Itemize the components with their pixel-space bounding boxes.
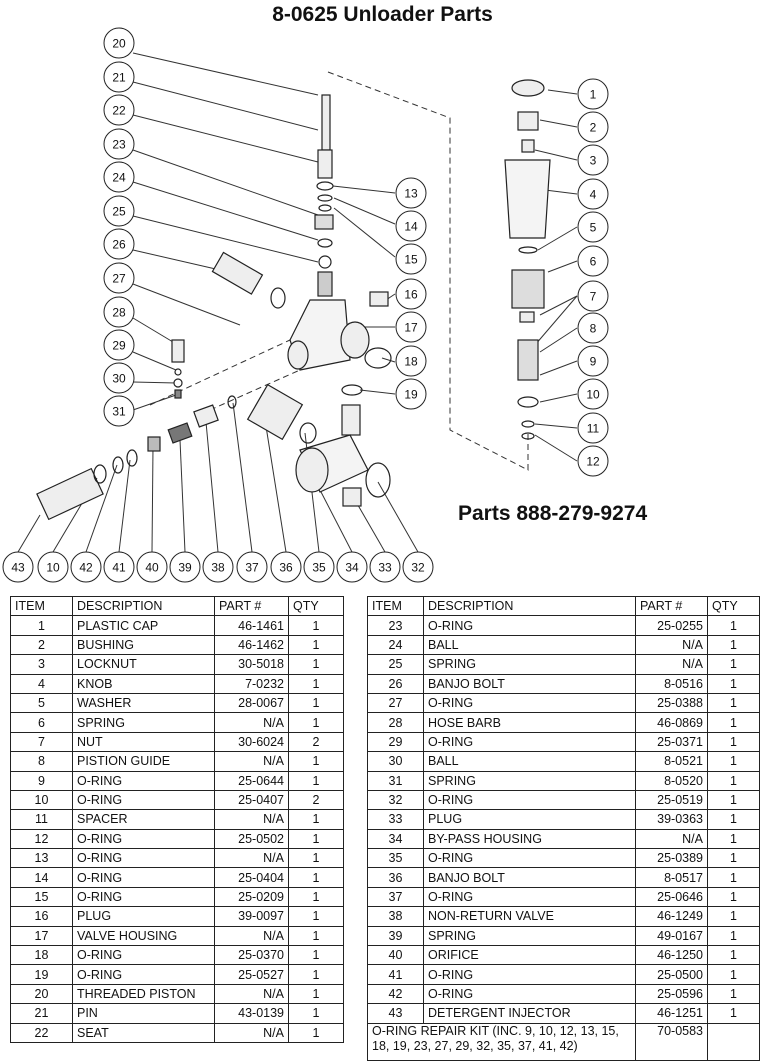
page-title: 8-0625 Unloader Parts [272,3,493,26]
callout-label: 2 [589,120,597,135]
callout-label: 36 [279,560,293,575]
callout-label: 1 [589,87,597,102]
item-cell: 42 [368,984,424,1003]
item-cell: 40 [368,946,424,965]
header-part: PART # [636,597,708,616]
table-row [368,732,760,751]
callout-label: 40 [145,560,159,575]
description-cell: PISTION GUIDE [73,752,215,771]
header-part: PART # [215,597,289,616]
qty-cell: 2 [289,790,344,809]
callout-label: 10 [46,560,60,575]
part-cell: 25-0644 [215,771,289,790]
part-cell: 49-0167 [636,926,708,945]
table-row [368,1004,760,1023]
table-row [368,984,760,1003]
repair-kit-description: O-RING REPAIR KIT (INC. 9, 10, 12, 13, 15, 18, 19, 23, 27, 29, 32, 35, 37, 41, 42) [368,1023,636,1060]
item-cell: 21 [11,1004,73,1023]
table-row [11,907,344,926]
table-row [11,752,344,771]
qty-cell: 1 [708,926,760,945]
qty-cell: 1 [289,984,344,1003]
table-row [368,674,760,693]
callout-label: 4 [589,187,597,202]
part-cell: N/A [636,655,708,674]
qty-cell: 1 [289,849,344,868]
description-cell: BALL [424,635,636,654]
part-cell: 8-0520 [636,771,708,790]
item-cell: 16 [11,907,73,926]
callout-label: 9 [589,354,597,369]
description-cell: O-RING [73,868,215,887]
description-cell: PLASTIC CAP [73,616,215,635]
callout-label: 14 [404,219,418,234]
item-cell: 34 [368,829,424,848]
description-cell: HOSE BARB [424,713,636,732]
qty-cell: 1 [289,810,344,829]
description-cell: VALVE HOUSING [73,926,215,945]
callout-label: 5 [589,220,597,235]
part-cell: 8-0521 [636,752,708,771]
part-cell: 46-1249 [636,907,708,926]
item-cell: 2 [11,635,73,654]
parts-table-right [367,596,760,1061]
callout-label: 37 [245,560,259,575]
table-row [11,635,344,654]
description-cell: SPRING [424,771,636,790]
part-cell: 25-0388 [636,693,708,712]
item-cell: 1 [11,616,73,635]
description-cell: THREADED PISTON [73,984,215,1003]
description-cell: PLUG [424,810,636,829]
table-row [368,771,760,790]
qty-cell: 1 [708,713,760,732]
item-cell: 37 [368,887,424,906]
callout-label: 41 [112,560,126,575]
description-cell: O-RING [73,887,215,906]
item-cell: 41 [368,965,424,984]
table-row [11,790,344,809]
table-row [11,829,344,848]
part-cell: N/A [636,829,708,848]
qty-cell: 1 [708,984,760,1003]
description-cell: SPRING [424,926,636,945]
table-row [11,926,344,945]
part-cell: 25-0519 [636,790,708,809]
item-cell: 30 [368,752,424,771]
part-cell: 30-6024 [215,732,289,751]
callout-label: 17 [404,320,418,335]
repair-kit-row [368,1023,760,1060]
part-cell: 30-5018 [215,655,289,674]
item-cell: 23 [368,616,424,635]
qty-cell: 1 [289,946,344,965]
description-cell: O-RING [73,849,215,868]
part-cell: 46-1250 [636,946,708,965]
description-cell: PLUG [73,907,215,926]
qty-cell: 2 [289,732,344,751]
table-row [368,790,760,809]
qty-cell: 1 [708,829,760,848]
part-cell: 39-0097 [215,907,289,926]
item-cell: 35 [368,849,424,868]
qty-cell: 1 [289,868,344,887]
table-row [11,984,344,1003]
item-cell: 12 [11,829,73,848]
table-row [11,887,344,906]
qty-cell: 1 [708,810,760,829]
table-row [368,635,760,654]
description-cell: O-RING [73,946,215,965]
qty-cell: 1 [289,752,344,771]
callout-label: 8 [589,321,597,336]
part-cell: 43-0139 [215,1004,289,1023]
description-cell: O-RING [424,887,636,906]
qty-cell: 1 [708,946,760,965]
part-cell: 25-0389 [636,849,708,868]
qty-cell: 1 [289,829,344,848]
table-row [368,965,760,984]
callout-label: 42 [79,560,93,575]
callout-label: 22 [112,103,126,118]
item-cell: 14 [11,868,73,887]
item-cell: 22 [11,1023,73,1042]
description-cell: BALL [424,752,636,771]
callout-label: 25 [112,204,126,219]
part-cell: 25-0404 [215,868,289,887]
part-cell: 25-0371 [636,732,708,751]
qty-cell: 1 [708,616,760,635]
table-row [11,868,344,887]
item-cell: 15 [11,887,73,906]
description-cell: BY-PASS HOUSING [424,829,636,848]
description-cell: ORIFICE [424,946,636,965]
description-cell: SPACER [73,810,215,829]
qty-cell: 1 [708,965,760,984]
part-cell: N/A [215,713,289,732]
callout-label: 33 [378,560,392,575]
table-row [11,713,344,732]
part-cell: 28-0067 [215,693,289,712]
qty-cell: 1 [708,849,760,868]
description-cell: O-RING [73,965,215,984]
description-cell: NON-RETURN VALVE [424,907,636,926]
item-cell: 24 [368,635,424,654]
table-row [11,771,344,790]
parts-table-left [10,596,344,1043]
description-cell: LOCKNUT [73,655,215,674]
table-row [368,655,760,674]
header-item: ITEM [368,597,424,616]
item-cell: 20 [11,984,73,1003]
callout-label: 31 [112,404,126,419]
part-cell: 25-0209 [215,887,289,906]
item-cell: 10 [11,790,73,809]
description-cell: SEAT [73,1023,215,1042]
description-cell: BANJO BOLT [424,868,636,887]
description-cell: PIN [73,1004,215,1023]
item-cell: 9 [11,771,73,790]
description-cell: O-RING [73,829,215,848]
table-row [11,965,344,984]
item-cell: 25 [368,655,424,674]
callout-label: 29 [112,338,126,353]
table-row [11,732,344,751]
item-cell: 31 [368,771,424,790]
qty-cell: 1 [289,771,344,790]
callout-label: 18 [404,354,418,369]
callout-label: 34 [345,560,359,575]
item-cell: 13 [11,849,73,868]
item-cell: 28 [368,713,424,732]
part-cell: 46-1462 [215,635,289,654]
item-cell: 3 [11,655,73,674]
description-cell: O-RING [424,849,636,868]
callout-label: 10 [586,387,600,402]
qty-cell: 1 [289,674,344,693]
callout-label: 28 [112,305,126,320]
table-row [368,849,760,868]
qty-cell: 1 [289,1023,344,1042]
description-cell: O-RING [424,732,636,751]
callout-label: 35 [312,560,326,575]
description-cell: DETERGENT INJECTOR [424,1004,636,1023]
item-cell: 17 [11,926,73,945]
header-qty: QTY [708,597,760,616]
part-cell: 25-0646 [636,887,708,906]
part-cell: 46-1251 [636,1004,708,1023]
qty-cell: 1 [289,635,344,654]
callout-label: 38 [211,560,225,575]
qty-cell: 1 [708,771,760,790]
part-cell: N/A [215,752,289,771]
qty-cell: 1 [289,965,344,984]
item-cell: 8 [11,752,73,771]
qty-cell: 1 [289,616,344,635]
item-cell: 43 [368,1004,424,1023]
table-row [11,1004,344,1023]
callout-label: 20 [112,36,126,51]
part-cell: N/A [215,1023,289,1042]
callout-label: 6 [589,254,597,269]
qty-cell: 1 [289,907,344,926]
item-cell: 7 [11,732,73,751]
repair-kit-qty [708,1023,760,1060]
table-row [368,810,760,829]
part-cell: 25-0500 [636,965,708,984]
header-description: DESCRIPTION [424,597,636,616]
part-cell: 25-0527 [215,965,289,984]
part-cell: N/A [215,984,289,1003]
description-cell: O-RING [424,965,636,984]
parts-phone: Parts 888-279-9274 [458,502,648,525]
part-cell: 8-0517 [636,868,708,887]
qty-cell: 1 [289,655,344,674]
callout-label: 39 [178,560,192,575]
table-row [368,907,760,926]
description-cell: O-RING [73,790,215,809]
description-cell: O-RING [424,693,636,712]
part-cell: 46-0869 [636,713,708,732]
description-cell: O-RING [424,790,636,809]
item-cell: 33 [368,810,424,829]
qty-cell: 1 [708,790,760,809]
header-item: ITEM [11,597,73,616]
table-row [368,868,760,887]
item-cell: 18 [11,946,73,965]
description-cell: SPRING [73,713,215,732]
qty-cell: 1 [708,907,760,926]
description-cell: BUSHING [73,635,215,654]
item-cell: 39 [368,926,424,945]
item-cell: 29 [368,732,424,751]
table-row [11,655,344,674]
table-row [11,946,344,965]
item-cell: 11 [11,810,73,829]
description-cell: O-RING [73,771,215,790]
callout-label: 3 [589,153,597,168]
item-cell: 32 [368,790,424,809]
part-cell: 25-0502 [215,829,289,848]
callout-label: 16 [404,287,418,302]
callout-label: 23 [112,137,126,152]
part-cell: N/A [215,926,289,945]
table-row [11,616,344,635]
part-cell: 7-0232 [215,674,289,693]
item-cell: 36 [368,868,424,887]
part-cell: 25-0370 [215,946,289,965]
item-cell: 26 [368,674,424,693]
qty-cell: 1 [708,887,760,906]
table-row [11,674,344,693]
qty-cell: 1 [708,868,760,887]
table-row [368,926,760,945]
qty-cell: 1 [708,1004,760,1023]
callout-label: 19 [404,387,418,402]
item-cell: 38 [368,907,424,926]
callout-label: 15 [404,252,418,267]
qty-cell: 1 [708,752,760,771]
qty-cell: 1 [289,713,344,732]
callout-label: 43 [11,560,25,575]
item-cell: 4 [11,674,73,693]
description-cell: SPRING [424,655,636,674]
table-row [368,713,760,732]
table-row [11,693,344,712]
callout-label: 24 [112,170,126,185]
qty-cell: 1 [289,887,344,906]
table-row [368,946,760,965]
table-row [11,849,344,868]
callout-label: 13 [404,186,418,201]
callout-label: 11 [586,421,600,436]
part-cell: 25-0407 [215,790,289,809]
table-row [368,752,760,771]
table-row [11,1023,344,1042]
description-cell: NUT [73,732,215,751]
callout-label: 7 [589,289,597,304]
qty-cell: 1 [708,635,760,654]
table-row [368,616,760,635]
qty-cell: 1 [708,655,760,674]
part-cell: 25-0255 [636,616,708,635]
description-cell: O-RING [424,984,636,1003]
part-cell: 39-0363 [636,810,708,829]
description-cell: O-RING [424,616,636,635]
description-cell: WASHER [73,693,215,712]
repair-kit-part: 70-0583 [636,1023,708,1060]
callout-label: 30 [112,371,126,386]
part-cell: 25-0596 [636,984,708,1003]
header-description: DESCRIPTION [73,597,215,616]
qty-cell: 1 [289,1004,344,1023]
callout-label: 12 [586,454,600,469]
part-cell: 8-0516 [636,674,708,693]
qty-cell: 1 [708,732,760,751]
item-cell: 5 [11,693,73,712]
description-cell: BANJO BOLT [424,674,636,693]
callout-label: 32 [411,560,425,575]
item-cell: 19 [11,965,73,984]
qty-cell: 1 [708,674,760,693]
qty-cell: 1 [708,693,760,712]
table-row [368,829,760,848]
item-cell: 6 [11,713,73,732]
part-cell: 46-1461 [215,616,289,635]
description-cell: KNOB [73,674,215,693]
table-row [368,693,760,712]
part-cell: N/A [636,635,708,654]
part-cell: N/A [215,810,289,829]
qty-cell: 1 [289,926,344,945]
item-cell: 27 [368,693,424,712]
part-cell: N/A [215,849,289,868]
table-row [11,810,344,829]
callout-label: 21 [112,70,126,85]
header-qty: QTY [289,597,344,616]
callout-label: 26 [112,237,126,252]
qty-cell: 1 [289,693,344,712]
callout-label: 27 [112,271,126,286]
table-row [368,887,760,906]
